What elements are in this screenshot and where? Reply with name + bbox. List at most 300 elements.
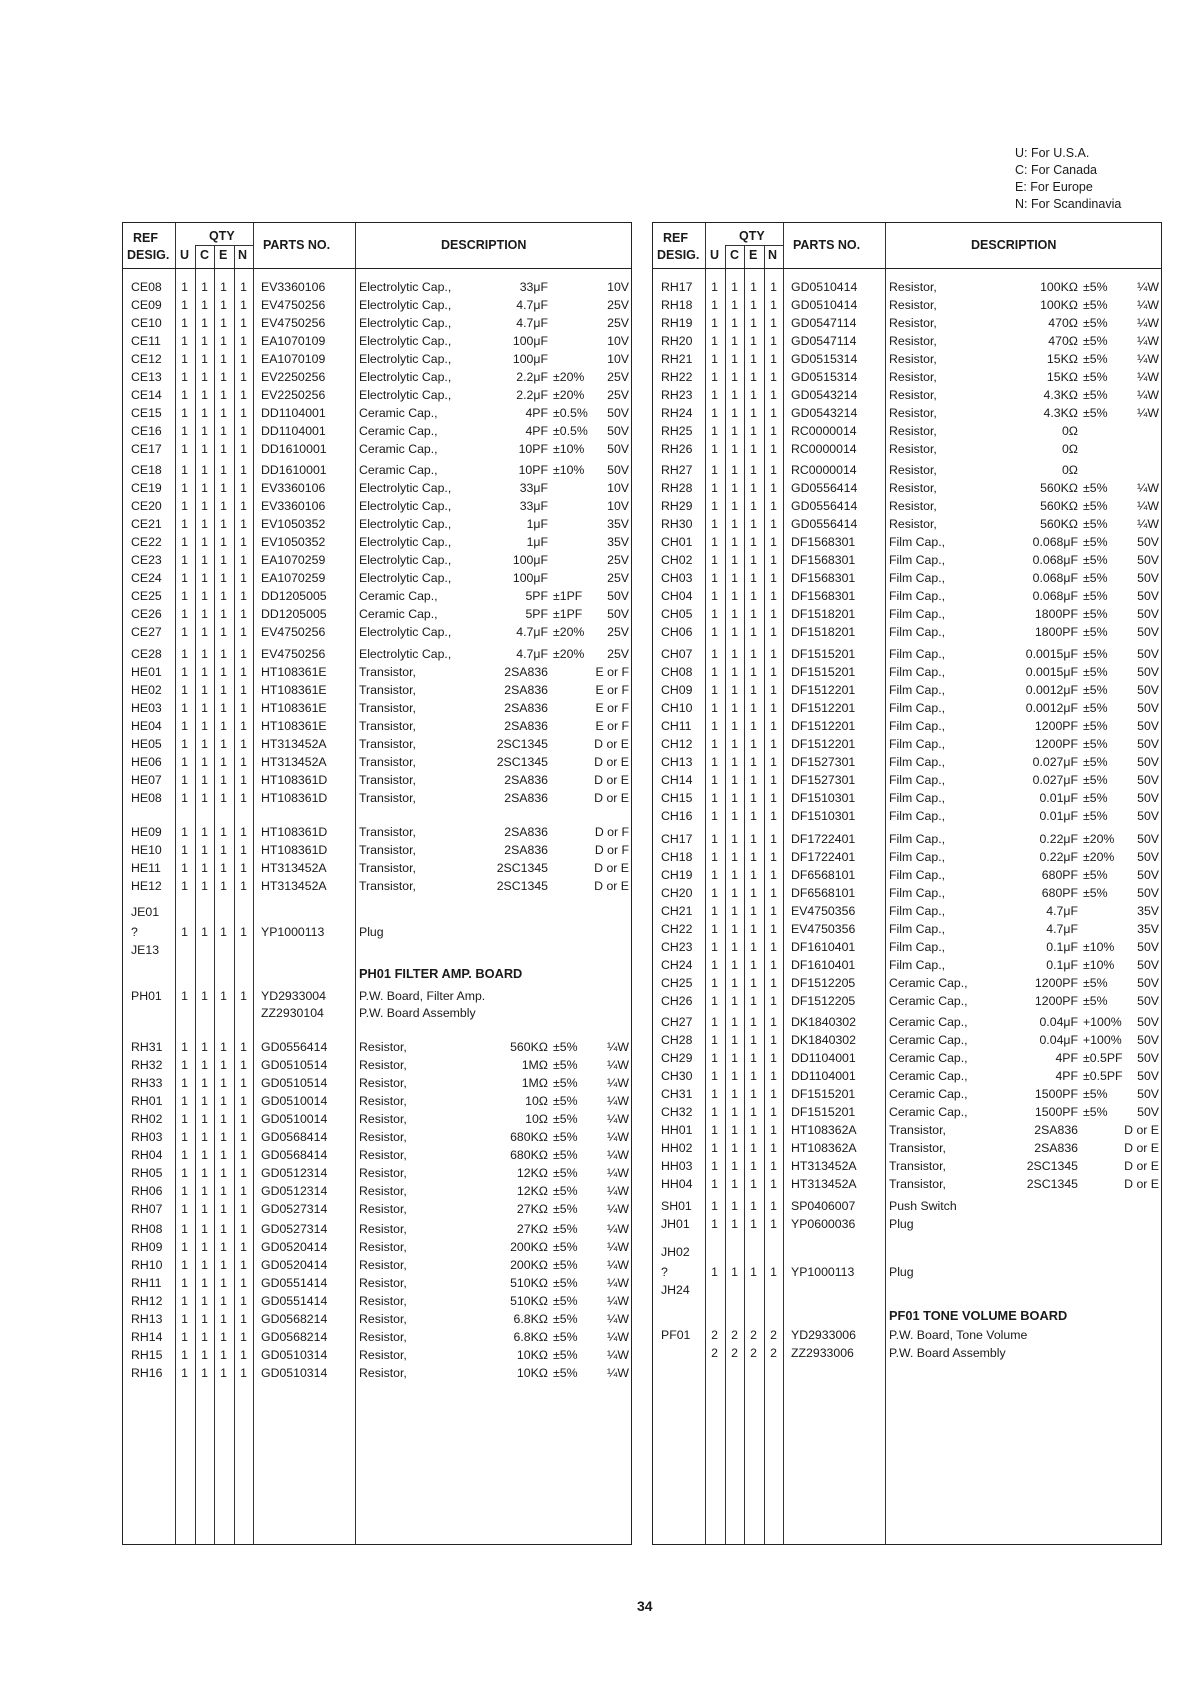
cell-c: 1 <box>201 1294 208 1308</box>
cell-rating: D or E <box>594 879 629 893</box>
cell-part: GD0543214 <box>791 406 858 420</box>
cell-desc: Resistor, <box>889 517 937 531</box>
cell-ref: CH23 <box>661 940 693 954</box>
cell-u: 2 <box>711 1346 718 1360</box>
cell-ref: RH24 <box>661 406 693 420</box>
table-row <box>653 699 1161 717</box>
cell-u: 1 <box>181 737 188 751</box>
cell-tol: ±5% <box>1083 553 1108 567</box>
cell-desc: Film Cap., <box>889 535 946 549</box>
cell-ref: HH01 <box>661 1123 693 1137</box>
cell-e: 1 <box>220 879 227 893</box>
cell-value: 15KΩ <box>1046 352 1078 366</box>
cell-n: 1 <box>770 940 777 954</box>
cell-c: 1 <box>201 755 208 769</box>
cell-ref: CH03 <box>661 571 693 585</box>
cell-n: 1 <box>770 1177 777 1191</box>
header-n: N <box>768 248 778 262</box>
table-row <box>123 789 631 807</box>
cell-n: 1 <box>770 607 777 621</box>
cell-e: 1 <box>220 989 227 1003</box>
cell-rating: ¼W <box>607 1258 629 1272</box>
cell-c: 1 <box>731 571 738 585</box>
cell-n: 1 <box>240 535 247 549</box>
cell-desc: Resistor, <box>889 334 937 348</box>
cell-rating: ¼W <box>607 1330 629 1344</box>
cell-value: 1200PF <box>1034 994 1078 1008</box>
cell-u: 1 <box>181 298 188 312</box>
table-row <box>123 569 631 587</box>
cell-e: 1 <box>220 607 227 621</box>
table-row <box>653 551 1161 569</box>
cell-e: 1 <box>750 1217 757 1231</box>
cell-u: 1 <box>711 625 718 639</box>
cell-rating: 50V <box>1137 868 1159 882</box>
header-ref: REF <box>133 231 158 245</box>
table-row <box>653 314 1161 332</box>
cell-n: 1 <box>770 922 777 936</box>
cell-part: RC0000014 <box>791 463 857 477</box>
cell-tol: ±20% <box>553 625 585 639</box>
cell-part: EA1070259 <box>261 553 326 567</box>
cell-n: 1 <box>770 298 777 312</box>
cell-c: 1 <box>731 755 738 769</box>
cell-ref: RH05 <box>131 1166 163 1180</box>
cell-value: 2SC1345 <box>496 861 548 875</box>
cell-rating: ¼W <box>607 1148 629 1162</box>
cell-ref: CE10 <box>131 316 162 330</box>
cell-part: DF1610401 <box>791 940 856 954</box>
cell-part: HT108361D <box>261 791 328 805</box>
cell-e: 1 <box>750 517 757 531</box>
cell-u: 1 <box>711 316 718 330</box>
cell-e: 1 <box>750 352 757 366</box>
cell-rating: ¼W <box>607 1366 629 1380</box>
table-row <box>123 717 631 735</box>
cell-value: 10PF <box>518 463 548 477</box>
cell-c: 1 <box>731 809 738 823</box>
cell-ref: HE04 <box>131 719 162 733</box>
table-row <box>653 368 1161 386</box>
cell-rating: ¼W <box>607 1202 629 1216</box>
cell-n: 1 <box>770 791 777 805</box>
cell-n: 1 <box>770 719 777 733</box>
cell-e: 1 <box>220 719 227 733</box>
cell-desc: Transistor, <box>359 737 416 751</box>
cell-value: 6.8KΩ <box>513 1330 548 1344</box>
cell-value: 2SC1345 <box>496 737 548 751</box>
cell-value: 0.01μF <box>1039 791 1078 805</box>
table-row <box>653 884 1161 902</box>
header-description: DESCRIPTION <box>441 238 527 252</box>
cell-part: GD0568414 <box>261 1148 328 1162</box>
cell-value: 0.0015μF <box>1025 647 1078 661</box>
table-row <box>653 605 1161 623</box>
cell-tol: ±5% <box>553 1366 578 1380</box>
cell-value: 2SA836 <box>504 701 548 715</box>
cell-desc: Resistor, <box>359 1202 407 1216</box>
table-row <box>653 479 1161 497</box>
cell-part: GD0543214 <box>791 388 858 402</box>
cell-tol: ±0.5% <box>553 406 588 420</box>
cell-u: 1 <box>181 925 188 939</box>
cell-tol: ±5% <box>1083 298 1108 312</box>
table-row <box>653 866 1161 884</box>
header-ref: REF <box>663 231 688 245</box>
cell-value: 0.22μF <box>1039 832 1078 846</box>
cell-u: 1 <box>711 701 718 715</box>
cell-desc: Transistor, <box>359 861 416 875</box>
cell-u: 1 <box>711 976 718 990</box>
cell-rating: ¼W <box>607 1130 629 1144</box>
cell-e: 1 <box>750 298 757 312</box>
cell-n: 1 <box>770 773 777 787</box>
cell-part: DF1510301 <box>791 809 856 823</box>
cell-ref: CH15 <box>661 791 693 805</box>
cell-ref: CE08 <box>131 280 162 294</box>
cell-rating: ¼W <box>1137 481 1159 495</box>
cell-part: GD0510514 <box>261 1076 328 1090</box>
cell-tol: ±5% <box>1083 280 1108 294</box>
header-parts-no: PARTS NO. <box>263 238 331 252</box>
cell-ref: CH09 <box>661 683 693 697</box>
cell-c: 1 <box>201 424 208 438</box>
cell-ref: RH06 <box>131 1184 163 1198</box>
table-row <box>123 903 631 921</box>
cell-u: 1 <box>711 334 718 348</box>
cell-ref: HE12 <box>131 879 162 893</box>
cell-c: 1 <box>201 1276 208 1290</box>
cell-c: 1 <box>731 701 738 715</box>
cell-c: 1 <box>731 1123 738 1137</box>
cell-e: 1 <box>220 280 227 294</box>
cell-rating: 50V <box>1137 647 1159 661</box>
cell-c: 1 <box>731 1177 738 1191</box>
cell-e: 1 <box>750 904 757 918</box>
cell-rating: 50V <box>1137 886 1159 900</box>
cell-e: 1 <box>750 1199 757 1213</box>
cell-desc: Resistor, <box>889 442 937 456</box>
cell-c: 1 <box>731 719 738 733</box>
cell-c: 1 <box>731 1105 738 1119</box>
table-row <box>123 296 631 314</box>
cell-ref: RH31 <box>131 1040 163 1054</box>
cell-u: 1 <box>711 370 718 384</box>
cell-e: 1 <box>220 1040 227 1054</box>
cell-u: 1 <box>711 1141 718 1155</box>
table-row <box>653 645 1161 663</box>
cell-c: 1 <box>201 1240 208 1254</box>
cell-u: 1 <box>711 886 718 900</box>
cell-e: 1 <box>750 553 757 567</box>
cell-rating: 25V <box>607 370 629 384</box>
cell-tol: ±5% <box>1083 334 1108 348</box>
table-row <box>123 515 631 533</box>
cell-tol: ±5% <box>553 1094 578 1108</box>
cell-c: 1 <box>731 535 738 549</box>
cell-c: 1 <box>201 843 208 857</box>
cell-u: 1 <box>711 773 718 787</box>
cell-part: DD1104001 <box>261 424 326 438</box>
cell-part: GD0551414 <box>261 1294 328 1308</box>
cell-u: 1 <box>181 571 188 585</box>
cell-c: 1 <box>201 1076 208 1090</box>
cell-value: 4.7μF <box>1046 922 1078 936</box>
cell-value: 510KΩ <box>510 1276 548 1290</box>
cell-desc: Transistor, <box>359 719 416 733</box>
cell-c: 1 <box>201 625 208 639</box>
cell-rating: 10V <box>607 334 629 348</box>
cell-rating: D or E <box>1124 1123 1159 1137</box>
cell-rating: ¼W <box>1137 298 1159 312</box>
cell-desc: Ceramic Cap., <box>889 994 968 1008</box>
cell-part: EV3360106 <box>261 280 326 294</box>
cell-rating: ¼W <box>1137 406 1159 420</box>
cell-rating: 50V <box>1137 958 1159 972</box>
cell-rating: 25V <box>607 298 629 312</box>
cell-c: 1 <box>731 773 738 787</box>
cell-part: DF1512205 <box>791 994 856 1008</box>
cell-value: 2SA836 <box>504 843 548 857</box>
cell-desc: Ceramic Cap., <box>889 1051 968 1065</box>
cell-desc: Resistor, <box>359 1148 407 1162</box>
cell-value: 2SC1345 <box>496 879 548 893</box>
cell-c: 1 <box>201 280 208 294</box>
cell-n: 1 <box>240 316 247 330</box>
cell-rating: ¼W <box>607 1312 629 1326</box>
cell-tol: ±5% <box>1083 683 1108 697</box>
header-c: C <box>730 248 740 262</box>
table-row <box>653 956 1161 974</box>
cell-rating: 50V <box>1137 535 1159 549</box>
cell-rating: ¼W <box>607 1058 629 1072</box>
cell-part: EV4750256 <box>261 647 326 661</box>
cell-ref: CH02 <box>661 553 693 567</box>
cell-u: 1 <box>711 280 718 294</box>
cell-tol: ±1PF <box>553 607 583 621</box>
cell-ref: HE05 <box>131 737 162 751</box>
cell-desc: Film Cap., <box>889 647 946 661</box>
table-row <box>123 332 631 350</box>
cell-ref: PH01 <box>131 989 162 1003</box>
header-description: DESCRIPTION <box>971 238 1057 252</box>
cell-value: 27KΩ <box>516 1202 548 1216</box>
cell-ref: CE13 <box>131 370 162 384</box>
cell-ref: RH22 <box>661 370 693 384</box>
cell-c: 1 <box>201 370 208 384</box>
cell-rating: 50V <box>1137 940 1159 954</box>
cell-desc: Resistor, <box>359 1130 407 1144</box>
cell-tol: ±20% <box>553 370 585 384</box>
table-row <box>123 440 631 458</box>
cell-u: 1 <box>181 406 188 420</box>
cell-tol: ±5% <box>553 1148 578 1162</box>
cell-u: 1 <box>181 499 188 513</box>
cell-desc: Resistor, <box>359 1294 407 1308</box>
cell-part: DF1518201 <box>791 625 856 639</box>
cell-n: 1 <box>240 925 247 939</box>
cell-rating: 50V <box>1137 976 1159 990</box>
cell-e: 1 <box>220 843 227 857</box>
table-row <box>653 735 1161 753</box>
cell-u: 1 <box>711 791 718 805</box>
cell-u: 1 <box>711 994 718 1008</box>
table-row <box>123 314 631 332</box>
table-row <box>653 1243 1161 1261</box>
cell-u: 1 <box>711 1199 718 1213</box>
cell-value: 470Ω <box>1048 316 1078 330</box>
cell-c: 1 <box>731 1141 738 1155</box>
cell-tol: ±5% <box>553 1040 578 1054</box>
table-row <box>123 1164 631 1182</box>
cell-u: 1 <box>181 334 188 348</box>
legend-us: U: For U.S.A. <box>1015 146 1090 160</box>
cell-tol: ±5% <box>1083 607 1108 621</box>
cell-n: 1 <box>770 976 777 990</box>
cell-e: 1 <box>220 1112 227 1126</box>
cell-e: 1 <box>750 1123 757 1137</box>
cell-part: DF1568301 <box>791 571 856 585</box>
cell-tol: ±5% <box>1083 589 1108 603</box>
cell-c: 1 <box>731 976 738 990</box>
cell-n: 1 <box>770 904 777 918</box>
cell-value: 1500PF <box>1034 1105 1078 1119</box>
table-row <box>653 497 1161 515</box>
cell-tol: ±20% <box>553 388 585 402</box>
cell-n: 1 <box>770 517 777 531</box>
cell-rating: E or F <box>595 665 629 679</box>
table-row <box>653 1197 1161 1215</box>
table-row <box>653 278 1161 296</box>
cell-n: 1 <box>770 352 777 366</box>
cell-desc: Film Cap., <box>889 755 946 769</box>
cell-value: 100μF <box>512 553 548 567</box>
cell-ref: CH31 <box>661 1087 693 1101</box>
cell-part: DF6568101 <box>791 886 856 900</box>
cell-ref: CH24 <box>661 958 693 972</box>
cell-n: 1 <box>770 424 777 438</box>
cell-desc: Transistor, <box>359 773 416 787</box>
cell-value: 2SA836 <box>504 719 548 733</box>
cell-e: 1 <box>750 499 757 513</box>
cell-value: 10Ω <box>525 1112 548 1126</box>
cell-ref: PF01 <box>661 1328 691 1342</box>
cell-n: 1 <box>770 388 777 402</box>
cell-ref: CE22 <box>131 535 162 549</box>
cell-part: EA1070109 <box>261 352 326 366</box>
table-row <box>123 605 631 623</box>
cell-desc: Film Cap., <box>889 553 946 567</box>
cell-n: 1 <box>240 298 247 312</box>
cell-tol: ±5% <box>1083 719 1108 733</box>
cell-ref: CH19 <box>661 868 693 882</box>
cell-value: 100KΩ <box>1040 280 1078 294</box>
cell-value: 100KΩ <box>1040 298 1078 312</box>
cell-rating: 50V <box>1137 683 1159 697</box>
cell-u: 1 <box>181 517 188 531</box>
cell-c: 1 <box>731 832 738 846</box>
table-row <box>653 332 1161 350</box>
cell-e: 1 <box>220 1294 227 1308</box>
cell-u: 1 <box>181 481 188 495</box>
cell-n: 1 <box>240 1222 247 1236</box>
table-row <box>653 717 1161 735</box>
cell-desc: Resistor, <box>889 316 937 330</box>
cell-n: 1 <box>770 1159 777 1173</box>
cell-desc: Resistor, <box>889 298 937 312</box>
cell-c: 1 <box>731 1159 738 1173</box>
cell-desc: Electrolytic Cap., <box>359 280 452 294</box>
cell-u: 1 <box>711 832 718 846</box>
cell-c: 1 <box>731 1069 738 1083</box>
cell-ref: RH30 <box>661 517 693 531</box>
cell-e: 2 <box>750 1346 757 1360</box>
cell-tol: ±5% <box>553 1130 578 1144</box>
cell-desc: Resistor, <box>359 1258 407 1272</box>
cell-e: 1 <box>750 316 757 330</box>
cell-u: 1 <box>711 1087 718 1101</box>
cell-rating: 50V <box>607 589 629 603</box>
cell-desc: Resistor, <box>359 1166 407 1180</box>
cell-u: 1 <box>181 280 188 294</box>
cell-e: 1 <box>220 517 227 531</box>
cell-u: 1 <box>711 1033 718 1047</box>
cell-rating: 25V <box>607 571 629 585</box>
cell-e: 1 <box>220 424 227 438</box>
cell-c: 1 <box>201 861 208 875</box>
cell-tol: ±5% <box>1083 868 1108 882</box>
parts-table-right <box>652 222 1162 1545</box>
cell-rating: 50V <box>1137 625 1159 639</box>
cell-u: 1 <box>711 755 718 769</box>
cell-value: 680KΩ <box>510 1148 548 1162</box>
cell-e: 1 <box>220 737 227 751</box>
cell-n: 1 <box>770 1069 777 1083</box>
cell-e: 1 <box>750 994 757 1008</box>
cell-n: 1 <box>770 589 777 603</box>
cell-value: 0.01μF <box>1039 809 1078 823</box>
cell-ref: CH12 <box>661 737 693 751</box>
cell-value: 0Ω <box>1061 463 1078 477</box>
cell-part: HT313452A <box>261 737 327 751</box>
cell-n: 1 <box>240 1076 247 1090</box>
cell-n: 1 <box>770 481 777 495</box>
cell-e: 1 <box>750 280 757 294</box>
cell-tol: ±5% <box>553 1294 578 1308</box>
cell-c: 1 <box>731 904 738 918</box>
cell-c: 1 <box>201 388 208 402</box>
cell-c: 1 <box>731 791 738 805</box>
cell-part: GD0510514 <box>261 1058 328 1072</box>
cell-u: 1 <box>181 773 188 787</box>
cell-e: 1 <box>220 1276 227 1290</box>
header-e: E <box>749 248 758 262</box>
header-u: U <box>180 248 190 262</box>
cell-c: 1 <box>201 925 208 939</box>
cell-tol: ±5% <box>1083 994 1108 1008</box>
cell-part: GD0510014 <box>261 1112 328 1126</box>
cell-e: 1 <box>750 809 757 823</box>
cell-value: 0.1μF <box>1046 940 1078 954</box>
cell-part: HT108361D <box>261 825 328 839</box>
cell-u: 1 <box>181 1276 188 1290</box>
cell-e: 1 <box>220 463 227 477</box>
table-row <box>123 461 631 479</box>
cell-n: 1 <box>240 1276 247 1290</box>
cell-u: 1 <box>181 370 188 384</box>
cell-n: 1 <box>240 1040 247 1054</box>
cell-value: 4.7μF <box>516 298 548 312</box>
